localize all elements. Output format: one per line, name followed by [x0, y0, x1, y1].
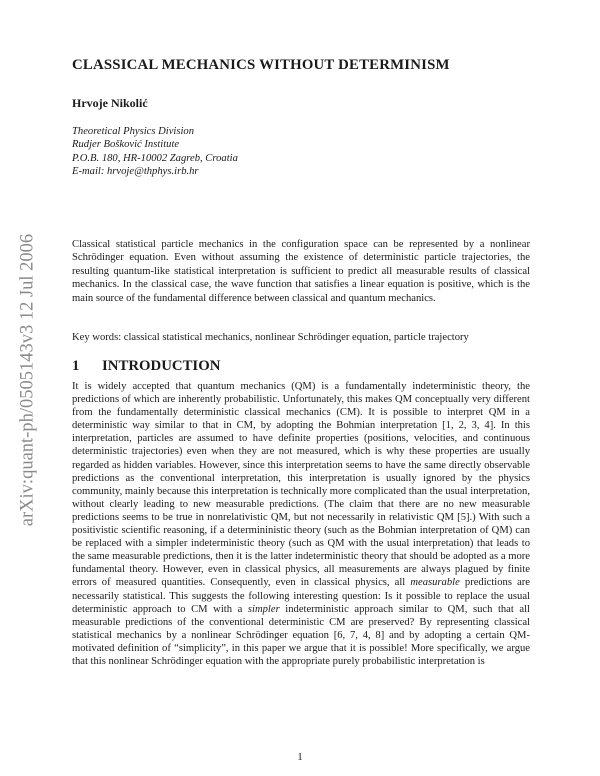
body-emphasis-simpler: simpler: [247, 603, 280, 615]
affiliation-institute: Rudjer Bošković Institute: [72, 139, 180, 151]
affiliation-division: Theoretical Physics Division: [72, 126, 195, 137]
introduction-body: [72, 380, 530, 668]
body-emphasis-measurable: measurable: [410, 577, 460, 589]
section-number: 1: [72, 358, 80, 374]
affiliation-block: [72, 125, 238, 179]
body-text-part-2: predictions are necessarily statistical. This suggests the following interesting question: Is it possible to replace the usual deterministic approach to CM with a: [72, 577, 530, 615]
body-text-part-3: indeterministic approach similar to QM, such that all measurable predictions of the conventional deterministic CM are preserved? By representing classical statistical mechanics by a nonlinear Schrödinger equation [6, 7, 4, 8] and by adopting a certain QM-motivated definition of “simplicity”, in this paper we argue that it is possible! More specifically, we argue that this nonlinear Schrödinger equation with the appropriate purely probabilistic interpretation is: [72, 603, 531, 667]
abstract: Classical statistical particle mechanics in the configuration space can be represented by a nonlinear Schrödinger equation. Even without assuming the existence of deterministic particle trajectories, the resulting quantum-like statistical interpretation is sufficient to predict all measurable results of classical mechanics. In the classical case, the wave function that satisfies a linear equation is positive, which is the main source of the fundamental difference between classical and quantum mechanics.: [72, 239, 530, 304]
arxiv-sidebar-stamp: [8, 200, 48, 560]
section-heading: [72, 358, 220, 375]
keywords: Key words: classical statistical mechanics, nonlinear Schrödinger equation, particle trajectory: [72, 332, 469, 343]
section-title: INTRODUCTION: [102, 358, 221, 374]
affiliation-email: E-mail: hrvoje@thphys.irb.hr: [72, 166, 199, 178]
author-name: Hrvoje Nikolić: [72, 96, 148, 110]
affiliation-address: P.O.B. 180, HR-10002 Zagreb, Croatia: [72, 152, 238, 164]
paper-title: CLASSICAL MECHANICS WITHOUT DETERMINISM: [72, 57, 450, 73]
page-number: 1: [297, 752, 303, 763]
body-text-part-1: It is widely accepted that quantum mechanics (QM) is a fundamentally indeterministic theory, the predictions of which are inherently probabilistic. Unfortunately, this makes QM conceptually very different from the fundamentally deterministic classical mechanics (CM). It is possible to interpret QM in a deterministic way similar to that in CM, by adopting the Bohmian interpretation [1, 2, 3, 4]. In this interpretation, particles are assumed to have definite properties (positions, velocities, and continuous deterministic trajectories) even when they are not measured, which is why these properties are usually regarded as hidden variables. However, since this interpretation seems to have the same directly observable predictions as the conventional interpretation, this interpretation is usually ignored by the physics community, mainly because this interpretation is technically more complicated than the usual interpretation, without clearly leading to new measurable predictions. (The claim that there are no new measurable predictions seems to be true in nonrelativistic QM, but not necessarily in relativistic QM [5].) With such a positivistic scientific reasoning, if a determininistic theory (such as the Bohmian interpretation of QM) can be replaced with a simpler indeterministic theory (such as QM with the usual interpretation) that leads to the same measurable predictions, then it is the latter indeterministic theory that should be adopted as a more fundamental theory. However, even in classical physics, all measurements are always plagued by finite errors of measured quantities. Consequently, even in classical physics, all: [72, 381, 530, 589]
arxiv-identifier: arXiv:quant-ph/0505143v3 12 Jul 2006: [17, 233, 38, 527]
